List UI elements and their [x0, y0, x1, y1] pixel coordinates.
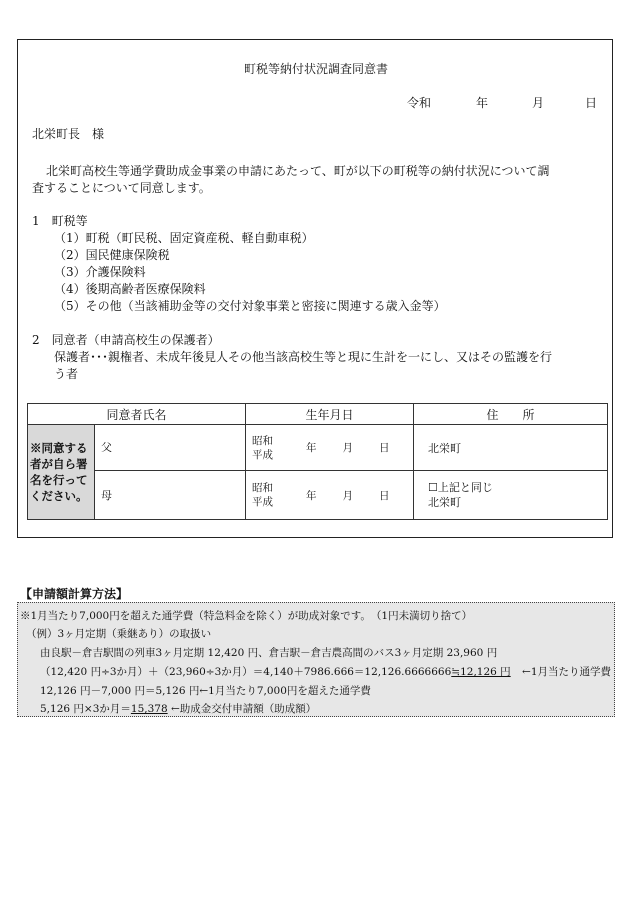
- section1-item-3: （3）介護保険料: [54, 265, 146, 279]
- header-dob: 生年月日: [246, 404, 414, 425]
- calc-line-3: 由良駅－倉吉駅間の列車3ヶ月定期 12,420 円、倉吉駅－倉吉農高間のバス3ヶ月定期 23,960 円: [40, 647, 498, 659]
- section2-heading: 2 同意者（申請高校生の保護者）: [32, 333, 220, 347]
- addressee: 北栄町長 様: [32, 127, 105, 141]
- date-year: 年: [476, 96, 489, 110]
- calc-line-4-result: ≒12,126 円: [451, 666, 511, 678]
- calc-line-4-note: ←1月当たり通学費: [522, 666, 611, 678]
- section1-heading: 1 町税等: [32, 214, 88, 228]
- calc-line-4: [40, 664, 611, 679]
- dob-year: 年: [306, 442, 317, 454]
- calc-line-1: ※1月当たり7,000円を超えた通学費（特急料金を除く）が助成対象です。 （1円未満切り捨て）: [20, 610, 473, 622]
- signature-note: ※同意する者が自ら署名を行ってください。: [28, 425, 95, 520]
- calc-line-6: [40, 701, 316, 716]
- era-showa: 昭和: [252, 434, 274, 447]
- section1-item-4: （4）後期高齢者医療保険料: [54, 282, 206, 296]
- father-address-field[interactable]: [414, 425, 608, 471]
- calculation-box: [17, 602, 615, 717]
- address-same-checkbox[interactable]: ☐上記と同じ: [428, 481, 493, 494]
- date-day: 日: [585, 96, 598, 110]
- relation-father: 父: [101, 441, 112, 454]
- calc-line-6-note: ←助成金交付申請額（助成額）: [167, 703, 317, 715]
- calc-line-5: 12,126 円－7,000 円＝5,126 円←1月当たり7,000円を超えた通学費: [40, 685, 371, 697]
- mother-address-field[interactable]: [414, 471, 608, 520]
- dob-year: 年: [306, 489, 317, 502]
- era-heisei: 平成: [252, 496, 274, 508]
- section2-desc-line-2: う者: [54, 367, 79, 381]
- intro-line-2: 査することについて同意します。: [32, 181, 211, 195]
- header-address: 住 所: [414, 404, 608, 425]
- era-showa: 昭和: [252, 482, 274, 494]
- address-town: 北栄町: [428, 496, 462, 509]
- calc-line-4-formula: （12,420 円÷3か月）＋（23,960÷3か月）＝4,140＋7986.666＝12,126.6666666: [40, 666, 452, 678]
- relation-mother: 母: [101, 489, 112, 502]
- dob-month: 月: [342, 489, 354, 502]
- era-heisei: 平成: [252, 448, 274, 461]
- calc-line-6-formula: 5,126 円×3か月＝: [40, 703, 131, 715]
- calc-line-2: （例）3ヶ月定期（乗継あり）の取扱い: [26, 628, 212, 640]
- section1-item-2: （2）国民健康保険税: [54, 248, 170, 262]
- father-dob-field[interactable]: [246, 425, 414, 471]
- section1-item-1: （1）町税（町民税、固定資産税、軽自動車税）: [54, 231, 314, 245]
- signature-table: [27, 403, 608, 520]
- mother-dob-field[interactable]: [246, 471, 414, 520]
- date-month: 月: [532, 96, 545, 110]
- mother-signature-field[interactable]: [95, 471, 246, 520]
- calculation-title: 【申請額計算方法】: [20, 587, 129, 601]
- father-signature-field[interactable]: [95, 425, 246, 471]
- address-town: 北栄町: [428, 441, 462, 455]
- date-era: 令和: [407, 96, 432, 110]
- dob-day: 日: [379, 442, 390, 454]
- dob-day: 日: [379, 489, 390, 502]
- form-title: 町税等納付状況調査同意書: [243, 62, 388, 76]
- section1-item-5: （5）その他（当該補助金等の交付対象事業と密接に関連する歳入金等）: [54, 299, 446, 313]
- dob-month: 月: [342, 442, 354, 454]
- consent-form: [17, 39, 613, 538]
- intro-line-1: 北栄町高校生等通学費助成金事業の申請にあたって、町が以下の町税等の納付状況について調: [46, 164, 550, 178]
- header-name: 同意者氏名: [28, 404, 246, 425]
- calc-line-6-result: 15,378: [130, 703, 168, 715]
- section2-desc-line-1: 保護者･･･親権者、未成年後見人その他当該高校生等と現に生計を一にし、又はその監護を行: [54, 350, 553, 364]
